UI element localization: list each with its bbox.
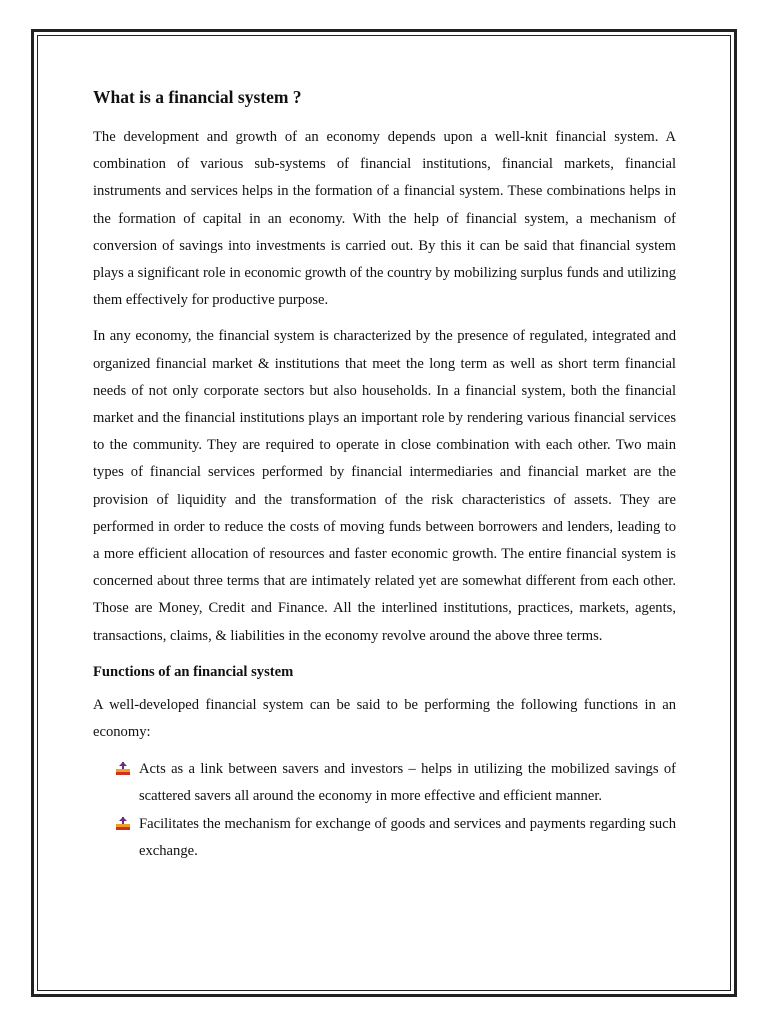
bullet-arrow-icon: [115, 817, 131, 831]
functions-list: [93, 756, 676, 865]
bullet-arrow-icon: [115, 762, 131, 776]
paragraph-financial-system: In any economy, the financial system is characterized by the presence of regulated, integrated and organized financial market & institutions that meet the long term as well as short term financial needs of not only corporate sectors but also households. In a financial system, both the financial market and the financial institutions plays an important role by rendering various financial services to the community. They are required to operate in close combination with each other. Two main types of financial services performed by financial intermediaries and financial market are the provision of liquidity and the transformation of the risk characteristics of assets. They are performed in order to reduce the costs of moving funds between borrowers and lenders, leading to a more efficient allocation of resources and faster economic growth. The entire financial system is concerned about three terms that are intimately related yet are somewhat different from each other. Those are Money, Credit and Finance. All the interlined institutions, practices, markets, agents, transactions, claims, & liabilities in the economy revolve around the above three terms.: [93, 328, 676, 644]
bullet-text: Acts as a link between savers and investors – helps in utilizing the mobilized savings of scattered savers all around the economy in more effective and efficient manner.: [139, 761, 676, 805]
bullet-text: Facilitates the mechanism for exchange of goods and services and payments regarding such exchange.: [139, 815, 676, 859]
functions-heading: Functions of an financial system: [93, 663, 294, 680]
paragraph-intro: The development and growth of an economy depends upon a well-knit financial system. A combination of various sub-systems of financial institutions, financial markets, financial instruments and services helps in the formation of a financial system. These combinations helps in the formation of capital in an economy. With the help of financial system, a mechanism of conversion of savings into investments is carried out. By this it can be said that financial system plays a significant role in economic growth of the country by mobilizing surplus funds and utilizing them effectively for productive purpose.: [93, 129, 676, 309]
functions-intro: A well-developed financial system can be said to be performing the following functions in an economy:: [93, 696, 676, 741]
list-item: [93, 811, 676, 865]
document-content: [93, 84, 676, 865]
list-item: [93, 756, 676, 810]
document-title: What is a financial system ?: [93, 87, 302, 107]
